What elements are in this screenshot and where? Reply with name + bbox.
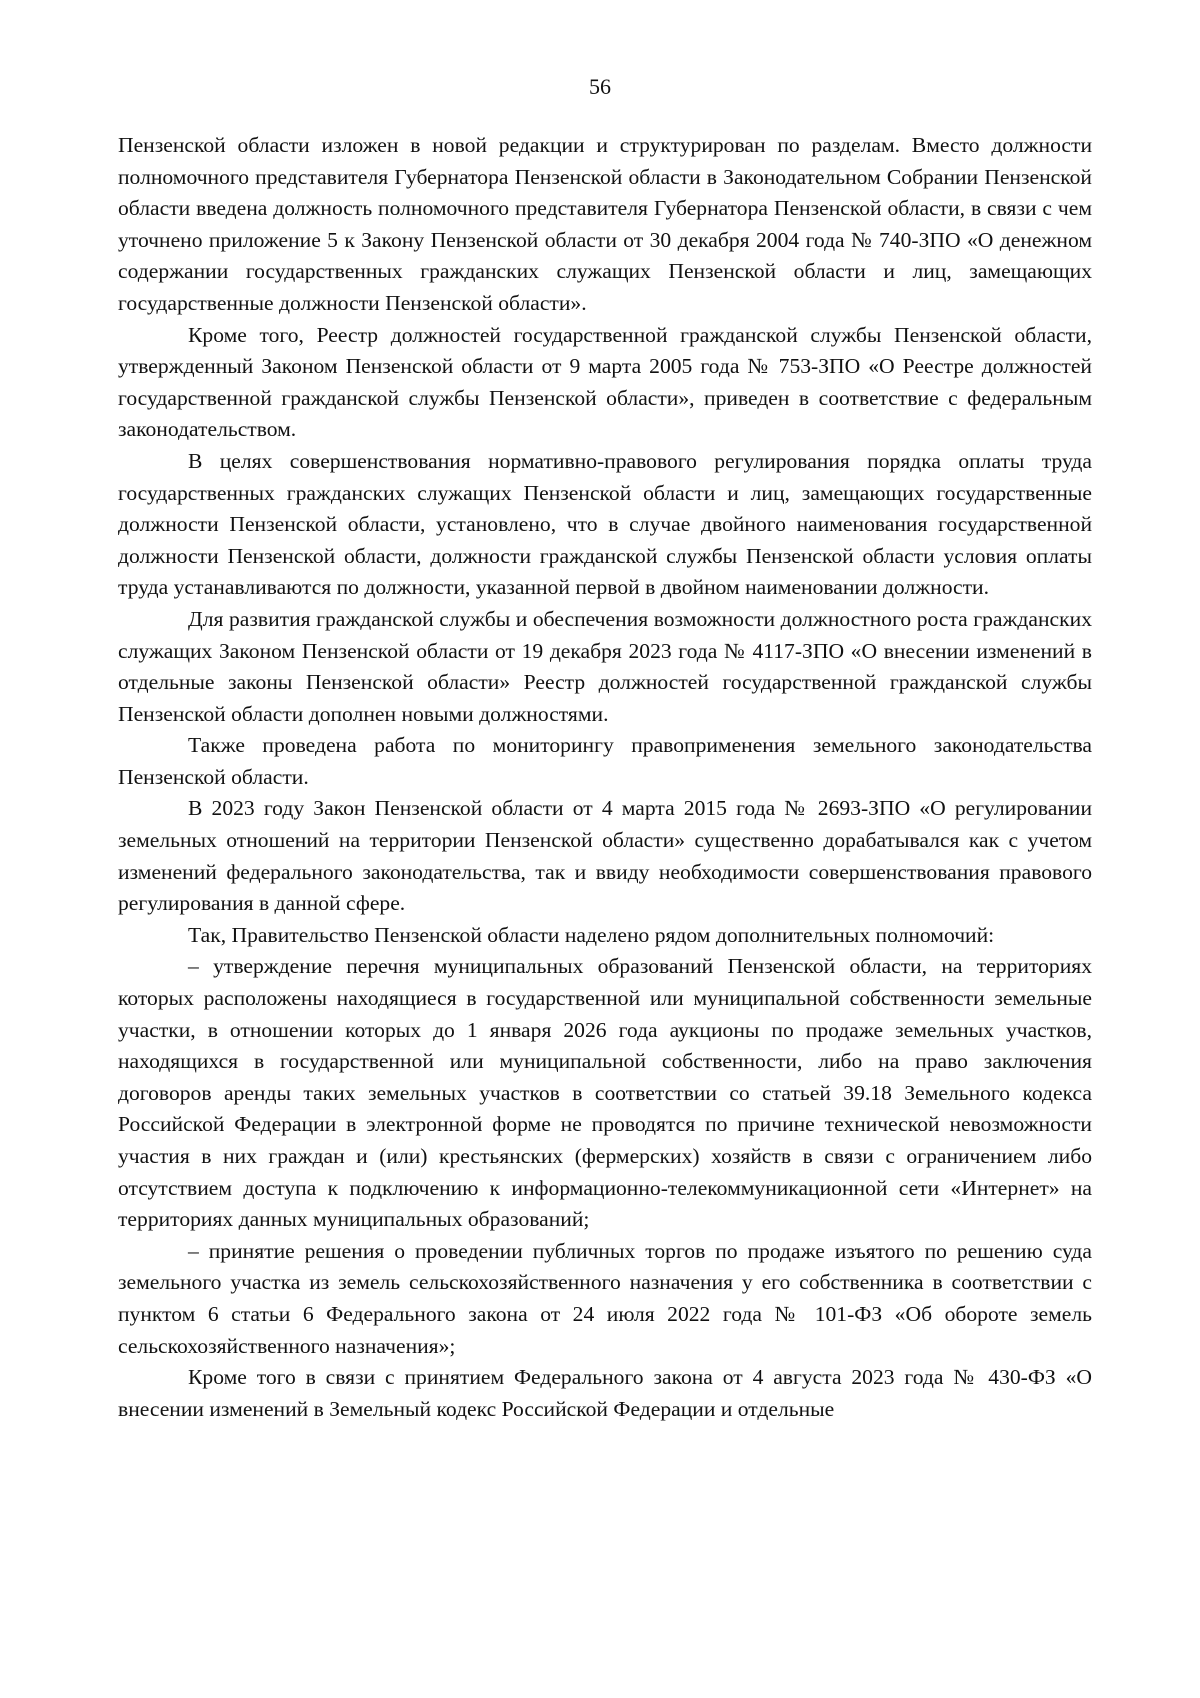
- paragraph: Так, Правительство Пензенской области наделено рядом дополнительных полномочий:: [188, 922, 995, 947]
- paragraph: Для развития гражданской службы и обеспечения возможности должностного роста гражданских служащих Законом Пензенской области от 19 декабря 2023 года № 4117-ЗПО «О внесении изменений в отдельные законы Пензенской области» Реестр должностей государственной гражданской службы Пензенской области дополнен новыми должностями.: [118, 606, 1092, 726]
- document-body: [118, 130, 1092, 1425]
- paragraph: Также проведена работа по мониторингу правоприменения земельного законодательства Пензенской области.: [118, 733, 1092, 789]
- paragraph: В целях совершенствования нормативно-правового регулирования порядка оплаты труда государственных гражданских служащих Пензенской области и лиц, замещающих государственные должности Пензенской области, установлено, что в случае двойного наименования государственной должности Пензенской области, должности гражданской службы Пензенской области условия оплаты труда устанавливаются по должности, указанной первой в двойном наименовании должности.: [118, 448, 1092, 600]
- list-item: – принятие решения о проведении публичных торгов по продаже изъятого по решению суда земельного участка из земель сельскохозяйственного назначения у его собственника в соответствии с пунктом 6 статьи 6 Федерального закона от 24 июля 2022 года № 101-ФЗ «Об обороте земель сельскохозяйственного назначения»;: [118, 1238, 1092, 1358]
- paragraph: Кроме того, Реестр должностей государственной гражданской службы Пензенской области, утвержденный Законом Пензенской области от 9 марта 2005 года № 753-ЗПО «О Реестре должностей государственной гражданской службы Пензенской области», приведен в соответствие с федеральным законодательством.: [118, 322, 1092, 442]
- paragraph: Кроме того в связи с принятием Федерального закона от 4 августа 2023 года № 430-ФЗ «О внесении изменений в Земельный кодекс Российской Федерации и отдельные: [118, 1365, 1092, 1421]
- paragraph: В 2023 году Закон Пензенской области от 4 марта 2015 года № 2693-ЗПО «О регулировании земельных отношений на территории Пензенской области» существенно дорабатывался как с учетом изменений федерального законодательства, так и ввиду необходимости совершенствования правового регулирования в данной сфере.: [118, 796, 1092, 916]
- paragraph-continuation: Пензенской области изложен в новой редакции и структурирован по разделам. Вместо должности полномочного представителя Губернатора Пензенской области в Законодательном Собрании Пензенской области введена должность полномочного представителя Губернатора Пензенской области, в связи с чем уточнено приложение 5 к Закону Пензенской области от 30 декабря 2004 года № 740-ЗПО «О денежном содержании государственных гражданских служащих Пензенской области и лиц, замещающих государственные должности Пензенской области».: [118, 133, 1092, 315]
- page-number: 56: [589, 74, 611, 99]
- list-item: – утверждение перечня муниципальных образований Пензенской области, на территориях которых расположены находящиеся в государственной или муниципальной собственности земельные участки, в отношении которых до 1 января 2026 года аукционы по продаже земельных участков, находящихся в государственной или муниципальной собственности, либо на право заключения договоров аренды таких земельных участков в соответствии со статьей 39.18 Земельного кодекса Российской Федерации в электронной форме не проводятся по причине технической невозможности участия в них граждан и (или) крестьянских (фермерских) хозяйств в связи с ограничением либо отсутствием доступа к подключению к информационно-телекоммуникационной сети «Интернет» на территориях данных муниципальных образований;: [118, 954, 1092, 1232]
